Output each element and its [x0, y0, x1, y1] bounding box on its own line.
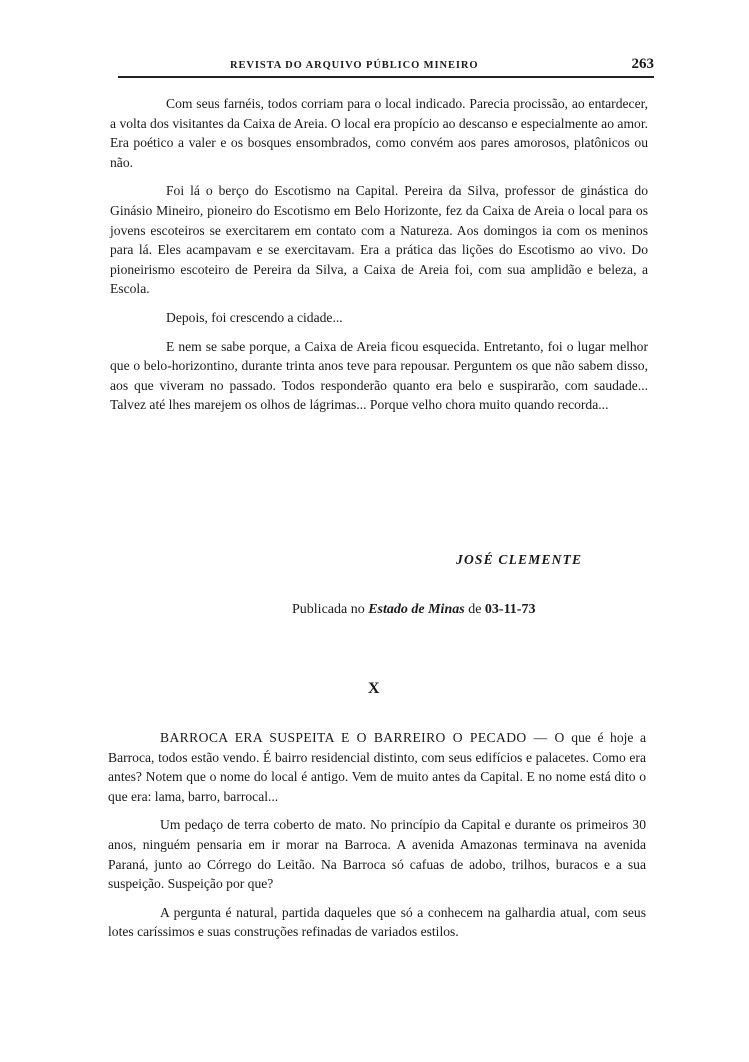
running-header: [118, 56, 654, 78]
publication-source: Estado de Minas: [368, 602, 465, 617]
paragraph: Com seus farnéis, todos corriam para o local indicado. Parecia procissão, ao entardecer, a volta dos visitantes da Caixa de Areia. O local era propício ao descanso e especialmente ao amor. Era poético a valer e os bosques ensombrados, como convém aos pares amorosos, platônicos ou não.: [110, 96, 648, 170]
running-title: REVISTA DO ARQUIVO PÚBLICO MINEIRO: [230, 60, 479, 71]
publication-note: [292, 602, 535, 618]
publication-connector: de: [468, 602, 482, 617]
paragraph: Um pedaço de terra coberto de mato. No princípio da Capital e durante os primeiros 30 anos, ninguém pensaria em ir morar na Barroca. A avenida Amazonas terminava na avenida Paraná, junto ao Córrego do Leitão. Na Barroca só cafuas de adobo, trilhos, buracos e a sua suspeição. Suspeição por que?: [108, 817, 646, 892]
paragraph: [108, 728, 646, 806]
paragraph: A pergunta é natural, partida daqueles que só a conhecem na galhardia atual, com seus lotes caríssimos e suas construções refinadas de variados estilos.: [108, 904, 646, 940]
section-numeral: X: [368, 680, 380, 697]
paragraph: E nem se sabe porque, a Caixa de Areia ficou esquecida. Entretanto, foi o lugar melhor que o belo-horizontino, durante trinta anos teve para repousar. Perguntem os que não sabem disso, aos que viveram no passado. Todos responderão quanto era belo e suspirarão, com saudade... Talvez até lhes marejem os olhos de lágrimas... Porque velho chora muito quando recorda...: [110, 338, 648, 413]
header-rule: [118, 76, 654, 78]
article-body: [110, 94, 648, 424]
paragraph: Depois, foi crescendo a cidade...: [166, 309, 343, 325]
paragraph: Foi lá o berço do Escotismo na Capital. Pereira da Silva, professor de ginástica do Ginásio Mineiro, pioneiro do Escotismo em Belo Horizonte, fez da Caixa de Areia o local para os jovens escoteiros se exercitarem em contato com a Natureza. Aos domingos ia com os meninos para lá. Eles acampavam e se exercitavam. Era a prática das lições do Escotismo ao vivo. Do pioneirismo escoteiro de Pereira da Silva, a Caixa de Areia foi, com sua amplidão e beleza, a Escola.: [110, 183, 648, 297]
paragraph-continuation: que é hoje a Barroca, todos estão vendo. É bairro residencial distinto, com seus edifícios e palacetes. Como era antes? Notem que o nome do local é antigo. Vem de muito antes da Capital. E no nome está dito o que era: lama, barro, barrocal...: [108, 730, 646, 804]
publication-date: 03-11-73: [484, 602, 536, 617]
author-signature: JOSÉ CLEMENTE: [456, 552, 583, 567]
section-lead-caps: BARROCA ERA SUSPEITA E O BARREIRO O PECADO — O: [160, 730, 565, 745]
section-body: [108, 728, 646, 951]
page-number: 263: [631, 56, 654, 72]
publication-prefix: Publicada no: [292, 602, 365, 617]
